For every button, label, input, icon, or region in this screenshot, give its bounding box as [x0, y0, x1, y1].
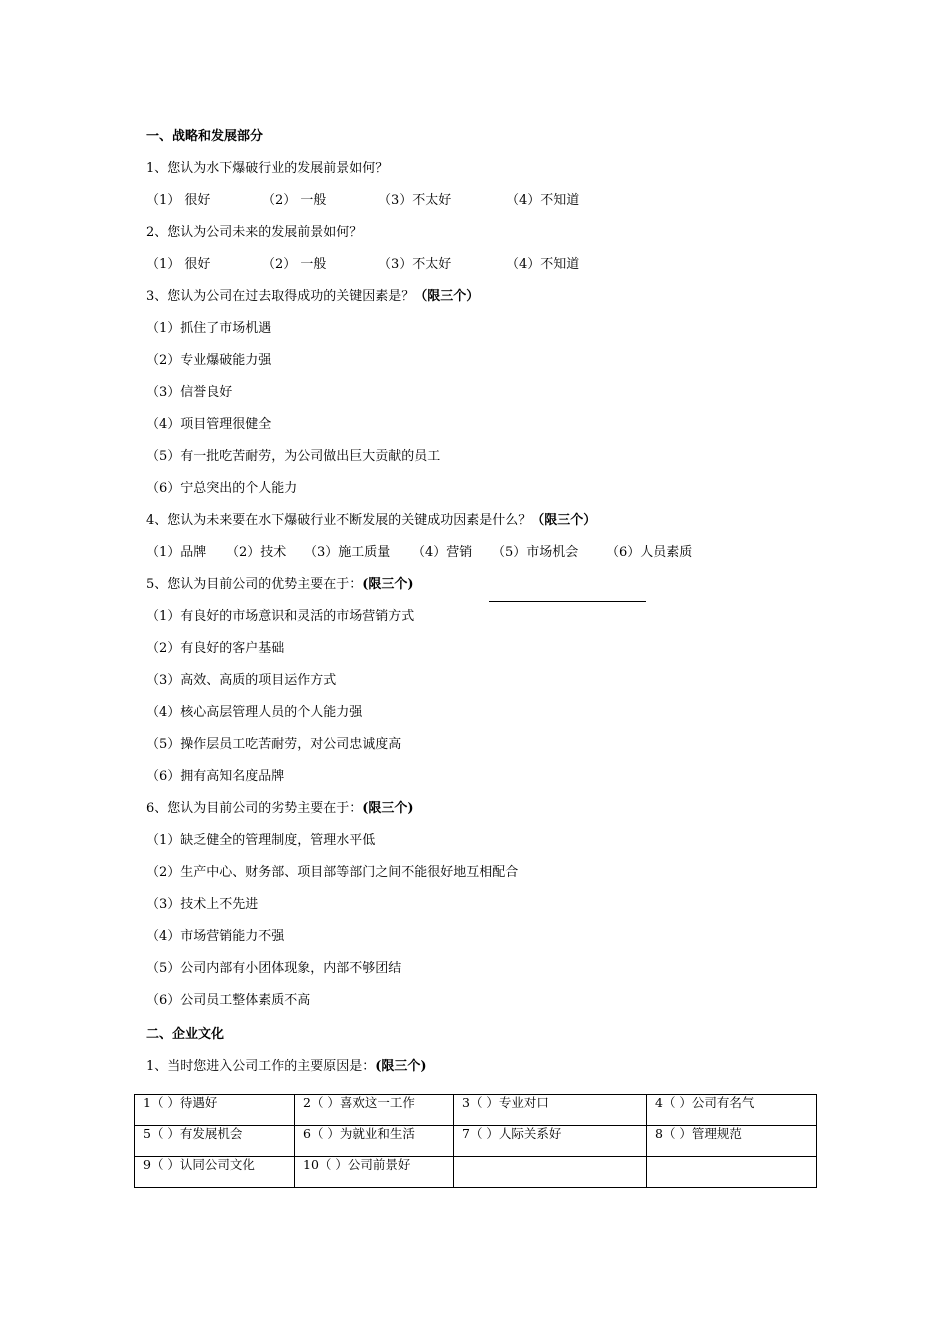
option: （1） 很好	[146, 193, 211, 208]
limit-note: （限三个）	[531, 513, 597, 528]
table-row	[135, 1157, 817, 1188]
question-6-label: 6、您认为目前公司的劣势主要在于：	[146, 801, 363, 816]
table-cell: 7（ ）人际关系好	[454, 1126, 647, 1157]
option: （1） 很好	[146, 257, 211, 272]
table-cell	[454, 1157, 647, 1188]
table-cell: 9（ ）认同公司文化	[135, 1157, 295, 1188]
question-5-label: 5、您认为目前公司的优势主要在于：	[146, 577, 363, 592]
question-4-text	[146, 513, 596, 529]
question-2-text: 2、您认为公司未来的发展前景如何？	[146, 225, 363, 240]
question-6-option: （1）缺乏健全的管理制度，管理水平低	[146, 833, 376, 848]
table-cell: 10（ ）公司前景好	[295, 1157, 454, 1188]
question-4-options	[146, 545, 866, 561]
question-6-option: （4）市场营销能力不强	[146, 929, 285, 944]
question-5-text	[146, 577, 414, 593]
question-2-options	[146, 257, 866, 273]
reasons-table	[134, 1094, 817, 1188]
question-5-option: （5）操作层员工吃苦耐劳，对公司忠诚度高	[146, 737, 402, 752]
option: （6）人员素质	[606, 545, 693, 560]
limit-note: (限三个)	[362, 577, 414, 592]
culture-question-1-label: 1、当时您进入公司工作的主要原因是：	[146, 1059, 376, 1074]
question-6-option: （3）技术上不先进	[146, 897, 259, 912]
question-3-option: （1）抓住了市场机遇	[146, 321, 272, 336]
question-3-option: （4）项目管理很健全	[146, 417, 272, 432]
limit-note: (限三个)	[362, 801, 414, 816]
table-row	[135, 1095, 817, 1126]
question-5-option: （2）有良好的客户基础	[146, 641, 285, 656]
question-5-option: （6）拥有高知名度品牌	[146, 769, 285, 784]
section-title-strategy: 一、战略和发展部分	[146, 129, 264, 144]
option: （5）市场机会	[492, 545, 579, 560]
option: （2） 一般	[262, 193, 327, 208]
table-cell: 6（ ）为就业和生活	[295, 1126, 454, 1157]
table-cell: 3（ ）专业对口	[454, 1095, 647, 1126]
question-3-option: （6）宁总突出的个人能力	[146, 481, 298, 496]
option: （4）营销	[412, 545, 473, 560]
option: （2）技术	[226, 545, 287, 560]
table-cell: 2（ ）喜欢这一工作	[295, 1095, 454, 1126]
question-3-option: （3）信誉良好	[146, 385, 233, 400]
question-5-option: （3）高效、高质的项目运作方式	[146, 673, 337, 688]
option: （3）不太好	[378, 257, 452, 272]
option: （3）施工质量	[304, 545, 391, 560]
limit-note: （限三个）	[414, 289, 480, 304]
question-3-option: （5）有一批吃苦耐劳，为公司做出巨大贡献的员工	[146, 449, 441, 464]
question-3-label: 3、您认为公司在过去取得成功的关键因素是？	[146, 289, 415, 304]
question-1-text: 1、您认为水下爆破行业的发展前景如何？	[146, 161, 389, 176]
section-title-culture: 二、企业文化	[146, 1027, 225, 1042]
table-cell: 5（ ）有发展机会	[135, 1126, 295, 1157]
question-5-option: （1）有良好的市场意识和灵活的市场营销方式	[146, 609, 415, 624]
question-3-option: （2）专业爆破能力强	[146, 353, 272, 368]
table-cell: 1（ ）待遇好	[135, 1095, 295, 1126]
table-cell: 8（ ）管理规范	[647, 1126, 817, 1157]
table-row	[135, 1126, 817, 1157]
question-5-option: （4）核心高层管理人员的个人能力强	[146, 705, 363, 720]
option: （3）不太好	[378, 193, 452, 208]
question-1-options	[146, 193, 866, 209]
question-6-option: （6）公司员工整体素质不高	[146, 993, 311, 1008]
culture-question-1-text	[146, 1059, 427, 1075]
table-cell: 4（ ）公司有名气	[647, 1095, 817, 1126]
question-6-option: （2）生产中心、财务部、项目部等部门之间不能很好地互相配合	[146, 865, 519, 880]
option: （4）不知道	[506, 193, 580, 208]
option: （4）不知道	[506, 257, 580, 272]
question-4-label: 4、您认为未来要在水下爆破行业不断发展的关键成功因素是什么？	[146, 513, 532, 528]
answer-underline	[489, 601, 646, 602]
option: （2） 一般	[262, 257, 327, 272]
question-6-option: （5）公司内部有小团体现象，内部不够团结	[146, 961, 402, 976]
question-6-text	[146, 801, 414, 817]
table-cell	[647, 1157, 817, 1188]
limit-note: (限三个)	[375, 1059, 427, 1074]
question-3-text	[146, 289, 479, 305]
option: （1）品牌	[146, 545, 207, 560]
